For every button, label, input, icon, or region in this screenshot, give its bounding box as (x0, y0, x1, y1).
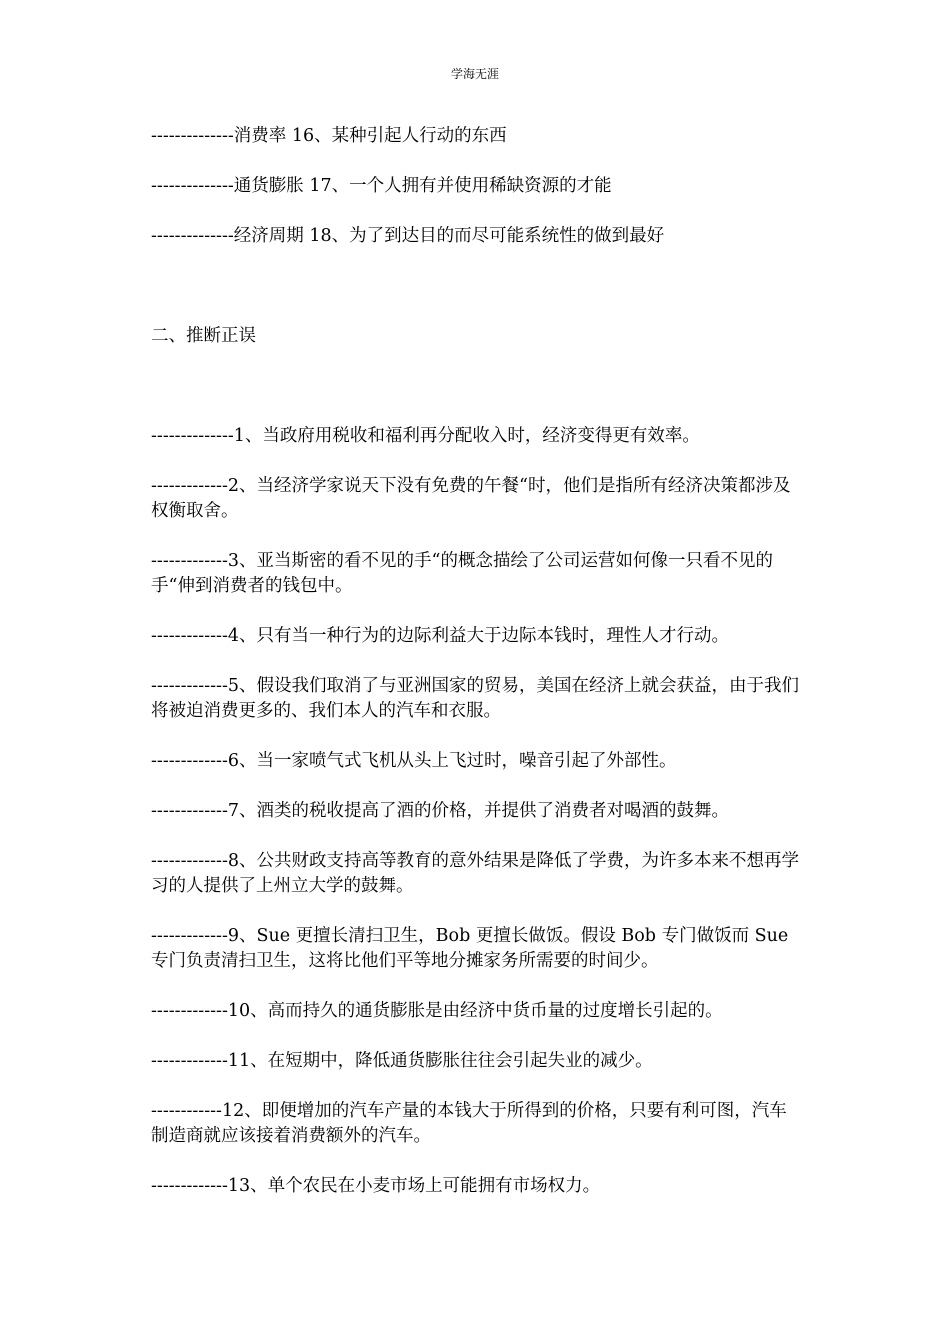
statement-item: -------------10、高而持久的通货膨胀是由经济中货币量的过度增长引起的。 (151, 1001, 723, 1021)
statement-item: -------------4、只有当一种行为的边际利益大于边际本钱时，理性人才行动。 (151, 626, 730, 646)
statement-item: -------------5、假设我们取消了与亚洲国家的贸易，美国在经济上就会获益，由于我们将被迫消费更多的、我们本人的汽车和衣服。 (151, 676, 800, 721)
statement-item: -------------8、公共财政支持高等教育的意外结果是降低了学费，为许多本来不想再学习的人提供了上州立大学的鼓舞。 (151, 851, 800, 896)
document-body (151, 124, 801, 1224)
statement-item: -------------3、亚当斯密的看不见的手“的概念描绘了公司运营如何像一只看不见的手“伸到消费者的钱包中。 (151, 551, 773, 596)
statement-item: -------------11、在短期中，降低通货膨胀往往会引起失业的减少。 (151, 1051, 653, 1071)
statement-item: -------------9、Sue 更擅长清扫卫生，Bob 更擅长做饭。假设 Bob 专门做饭而 Sue 专门负责清扫卫生，这将比他们平等地分摊家务所需要的时间少。 (151, 926, 789, 971)
statement-item: -------------6、当一家喷气式飞机从头上飞过时，噪音引起了外部性。 (151, 751, 677, 771)
statement-item: -------------2、当经济学家说天下没有免费的午餐“时，他们是指所有经济决策都涉及权衡取舍。 (151, 476, 791, 521)
definition-line: --------------通货膨胀 17、一个人拥有并使用稀缺资源的才能 (151, 176, 612, 196)
definition-line: --------------经济周期 18、为了到达目的而尽可能系统性的做到最好 (151, 226, 665, 246)
section-title: 二、推断正误 (151, 326, 256, 346)
statement-item: ------------12、即便增加的汽车产量的本钱大于所得到的价格，只要有利可图，汽车制造商就应该接着消费额外的汽车。 (151, 1101, 787, 1146)
spacer (151, 274, 801, 324)
statement-item: --------------1、当政府用税收和福利再分配收入时，经济变得更有效率。 (151, 426, 700, 446)
statement-item: -------------13、单个农民在小麦市场上可能拥有市场权力。 (151, 1176, 601, 1196)
spacer (151, 374, 801, 424)
page-header: 学海无涯 (450, 67, 499, 81)
definition-line: --------------消费率 16、某种引起人行动的东西 (151, 126, 507, 146)
statement-item: -------------7、酒类的税收提高了酒的价格，并提供了消费者对喝酒的鼓舞。 (151, 801, 730, 821)
